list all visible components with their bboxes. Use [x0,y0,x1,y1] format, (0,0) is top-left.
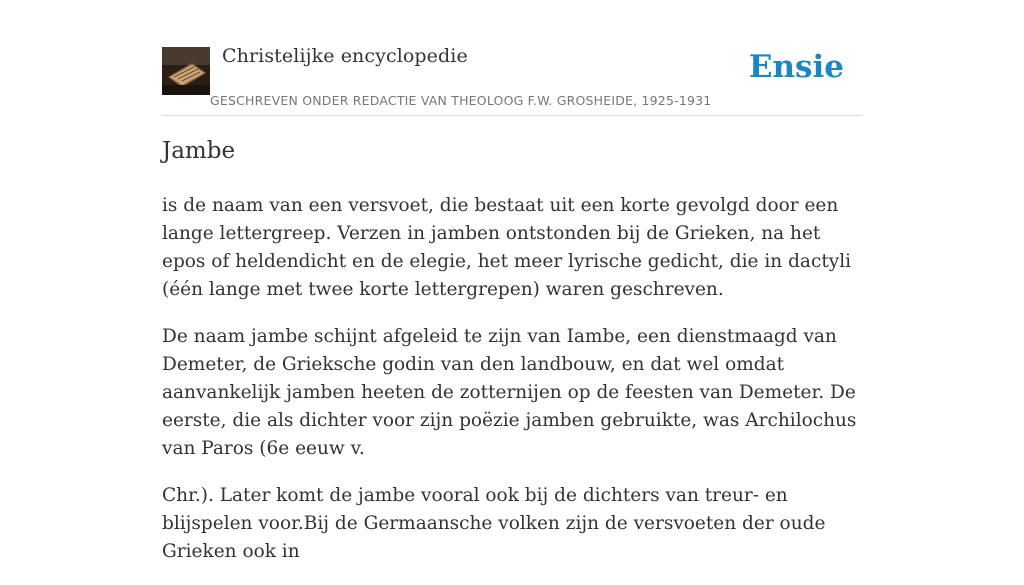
site-subtitle: GESCHREVEN ONDER REDACTIE VAN THEOLOOG F.W. GROSHEIDE, 1925-1931 [210,93,712,108]
book-photo-icon[interactable] [162,47,210,95]
page-title: Jambe [162,138,236,164]
article-paragraph: Chr.). Later komt de jambe vooral ook bij de dichters van treur- en blijspelen voor.Bij de Germaansche volken zijn de versvoeten der oude Grieken ook in [162,485,826,562]
site-name[interactable]: Christelijke encyclopedie [222,45,468,67]
site-header [162,45,862,116]
article-paragraph: is de naam van een versvoet, die bestaat uit een korte gevolgd door een lange lettergreep. Verzen in jamben ontstonden bij de Grieken, na het epos of heldendicht en de elegie, het meer lyrische gedicht, die in dactyli (één lange met twee korte lettergrepen) waren geschreven. [162,195,852,300]
ensie-logo[interactable]: Ensie [748,49,844,85]
article-body [162,192,862,585]
article-paragraph: De naam jambe schijnt afgeleid te zijn van Iambe, een dienstmaagd van Demeter, de Grieksche godin van den landbouw, en dat wel omdat aanvankelijk jamben heeten de zotternijen op de feesten van Demeter. De eerste, die als dichter voor zijn poëzie jamben gebruikte, was Archilochus van Paros (6e eeuw v. [162,326,857,459]
